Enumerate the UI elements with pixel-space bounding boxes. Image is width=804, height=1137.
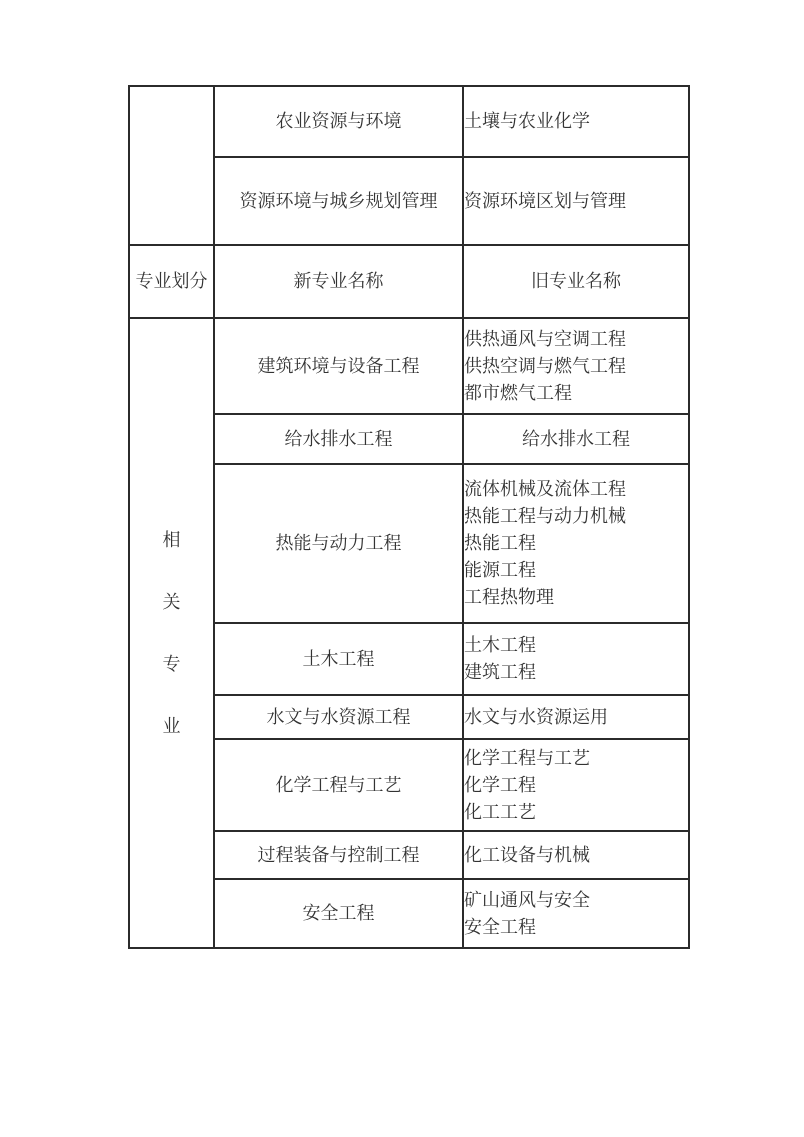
cell-new-header: 新专业名称: [214, 245, 463, 318]
old-major-line: 矿山通风与安全: [464, 889, 590, 911]
cell-new-major: 化学工程与工艺: [214, 739, 463, 831]
old-major-line: 资源环境区划与管理: [464, 190, 626, 212]
related-char: 相: [162, 529, 181, 551]
cell-new-major: 安全工程: [214, 879, 463, 948]
cell-new-major: 热能与动力工程: [214, 464, 463, 623]
old-major-line: 工程热物理: [464, 587, 554, 608]
majors-table: [128, 85, 690, 949]
old-major-line: 热能工程与动力机械: [464, 506, 626, 527]
cell-new-major: 建筑环境与设备工程: [214, 318, 463, 414]
cell-old-major: [463, 318, 689, 414]
old-major-line: 热能工程: [464, 533, 536, 554]
cell-old-major: [463, 739, 689, 831]
cell-old-major: [463, 831, 689, 879]
old-major-line: 能源工程: [464, 560, 536, 581]
cell-old-major: 给水排水工程: [463, 414, 689, 464]
cell-new-major: 农业资源与环境: [214, 86, 463, 157]
old-major-line: 供热通风与空调工程: [464, 328, 626, 350]
old-major-line: 化工工艺: [464, 801, 536, 823]
cell-old-major: [463, 86, 689, 157]
cell-old-major: [463, 464, 689, 623]
related-majors-vertical-text: [130, 527, 213, 740]
cell-blank: [129, 86, 214, 245]
old-major-line: 化学工程与工艺: [464, 747, 590, 769]
cell-old-header: 旧专业名称: [463, 245, 689, 318]
cell-old-major: [463, 695, 689, 739]
old-major-line: 化学工程: [464, 774, 536, 796]
cell-new-major: 水文与水资源工程: [214, 695, 463, 739]
old-major-line: 安全工程: [464, 916, 536, 938]
related-char: 业: [162, 715, 181, 737]
cell-new-major: 资源环境与城乡规划管理: [214, 157, 463, 245]
cell-new-major: 过程装备与控制工程: [214, 831, 463, 879]
old-major-line: 化工设备与机械: [464, 844, 590, 866]
old-major-line: 土壤与农业化学: [464, 111, 590, 132]
cell-old-major: [463, 623, 689, 695]
cell-old-major: [463, 879, 689, 948]
related-char: 专: [162, 653, 181, 675]
cell-new-major: 给水排水工程: [214, 414, 463, 464]
old-major-line: 都市燃气工程: [464, 382, 572, 404]
cell-division-label: 专业划分: [129, 245, 214, 318]
old-major-line: 流体机械及流体工程: [464, 479, 626, 500]
old-major-line: 建筑工程: [464, 662, 536, 683]
cell-old-major: [463, 157, 689, 245]
related-char: 关: [162, 591, 181, 613]
old-major-line: 水文与水资源运用: [464, 706, 608, 728]
cell-related-majors-label: [129, 318, 214, 948]
cell-new-major: 土木工程: [214, 623, 463, 695]
old-major-line: 供热空调与燃气工程: [464, 355, 626, 377]
old-major-line: 土木工程: [464, 635, 536, 656]
